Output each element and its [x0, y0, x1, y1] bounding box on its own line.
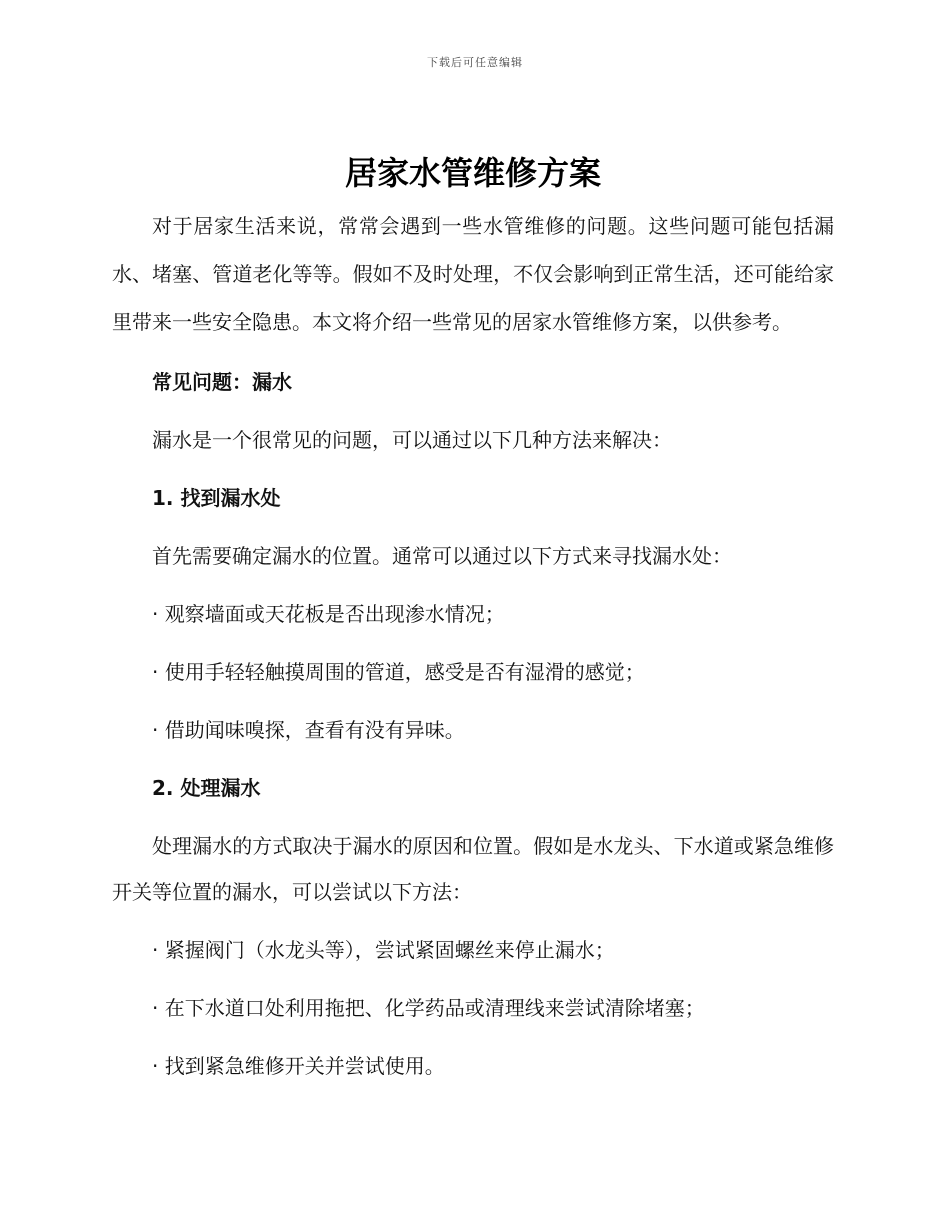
intro-paragraph: 对于居家生活来说，常常会遇到一些水管维修的问题。这些问题可能包括漏水、堵塞、管道老化等等。假如不及时处理，不仅会影响到正常生活，还可能给家里带来一些安全隐患。本文将介绍一些常见的居家水管维修方案，以供参考。: [112, 214, 834, 334]
step1-heading: 1. 找到漏水处: [152, 486, 281, 510]
step1-bullet-1: · 观察墙面或天花板是否出现渗水情况；: [152, 602, 505, 626]
step2-bullet-3: · 找到紧急维修开关并尝试使用。: [152, 1054, 445, 1078]
section-intro: 漏水是一个很常见的问题，可以通过以下几种方法来解决：: [152, 428, 672, 452]
step1-bullet-2: · 使用手轻轻触摸周围的管道，感受是否有湿滑的感觉；: [152, 660, 645, 684]
section-heading-leak: 常见问题：漏水: [152, 370, 292, 394]
step1-bullet-3: · 借助闻味嗅探，查看有没有异味。: [152, 718, 465, 742]
step2-bullet-1: · 紧握阀门（水龙头等），尝试紧固螺丝来停止漏水；: [152, 938, 615, 962]
document-title: 居家水管维修方案: [344, 154, 601, 192]
document-body: [112, 150, 834, 1095]
page-header: 下载后可任意编辑: [427, 56, 523, 69]
step2-text: 处理漏水的方式取决于漏水的原因和位置。假如是水龙头、下水道或紧急维修开关等位置的漏水，可以尝试以下方法：: [112, 834, 834, 904]
step2-bullet-2: · 在下水道口处利用拖把、化学药品或清理线来尝试清除堵塞；: [152, 996, 705, 1020]
step1-text: 首先需要确定漏水的位置。通常可以通过以下方式来寻找漏水处：: [152, 544, 732, 568]
step2-heading: 2. 处理漏水: [152, 776, 261, 800]
